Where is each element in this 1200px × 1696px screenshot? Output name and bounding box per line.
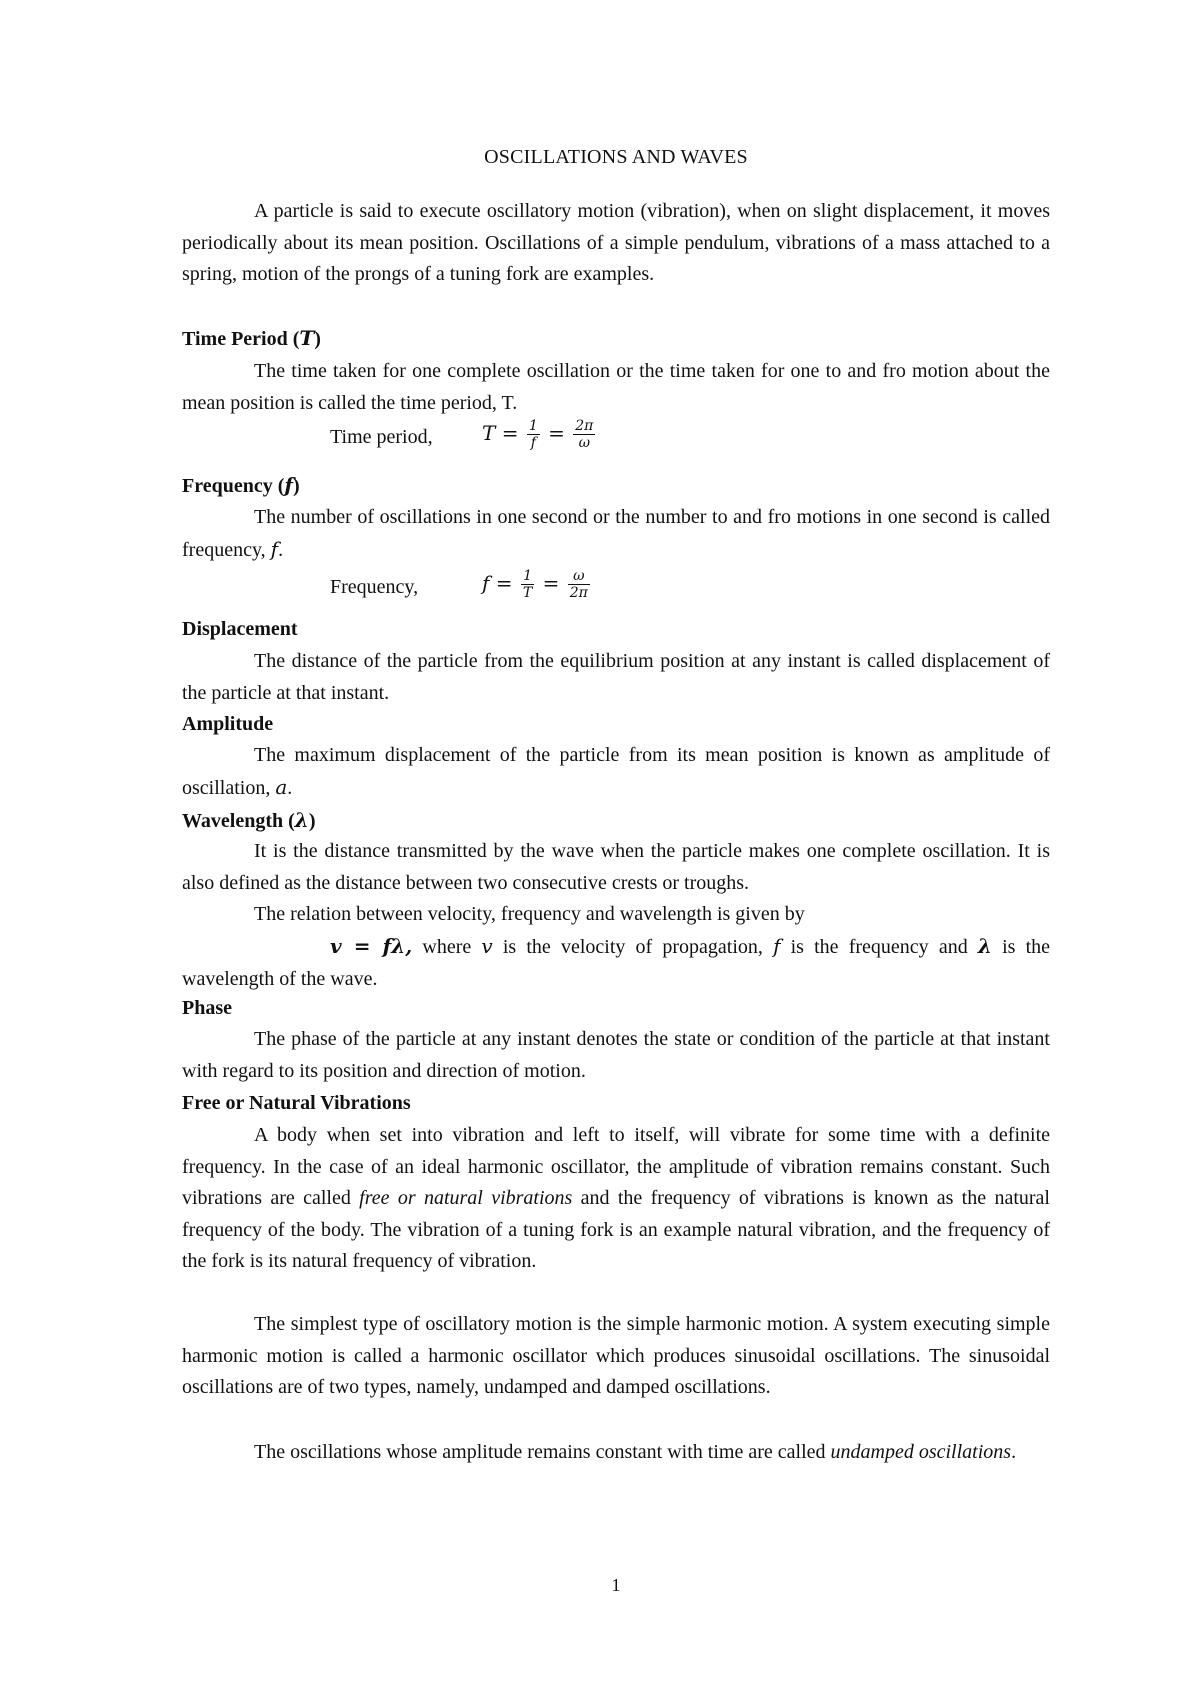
frequency-text: The number of oscillations in one second or the number to and fro motions in one second is called frequency, f. (182, 506, 1050, 561)
heading-time-period: Time Period (T) (182, 326, 321, 350)
frequency-equation: f = $\frac{1}{T}$ = $\frac{\omega}{2\pi}$ (482, 568, 588, 601)
phase-text: The phase of the particle at any instant denotes the state or condition of the particle at that instant with regard to its position and direction of motion. (182, 1028, 1050, 1082)
time-period-equation: T = $\frac{1}{f}$ = $\frac{2\pi}{\omega}$ (482, 418, 594, 451)
page-title: OSCILLATIONS AND WAVES (484, 146, 748, 168)
free-vibrations-paragraph-1: A body when set into vibration and left to itself, will vibrate for some time with a definite frequency. In the case of an ideal harmonic oscillator, the amplitude of vibration remains constant. Such vibrations are called free or natural vibrations and the frequency of vibrations is known as the natural frequency of the body. The vibration of a tuning fork is an example natural vibration, and the frequency of the fork is its natural frequency of vibration. (182, 1124, 1050, 1272)
time-period-text: The time taken for one complete oscillation or the time taken for one to and fro motion about the mean position is called the time period, T. (182, 360, 1050, 414)
heading-frequency: Frequency (f) (182, 473, 300, 497)
wavelength-relation: The relation between velocity, frequency and wavelength is given by (254, 903, 805, 925)
amplitude-text: The maximum displacement of the particle from its mean position is known as amplitude of oscillation, a. (182, 744, 1050, 799)
heading-phase: Phase (182, 997, 232, 1019)
heading-wavelength: Wavelength (λ) (182, 808, 316, 832)
page-number: 1 (611, 1575, 621, 1595)
time-period-eq-label: Time period, (330, 426, 433, 448)
displacement-text: The distance of the particle from the equilibrium position at any instant is called displacement of the particle at that instant. (182, 650, 1050, 704)
heading-displacement: Displacement (182, 618, 298, 640)
wavelength-equation-line: v = fλ, where v is the velocity of propagation, f is the frequency and λ is the wavelength of the wave. (182, 934, 1050, 990)
free-vibrations-paragraph-3: The oscillations whose amplitude remains constant with time are called undamped oscillations. (254, 1441, 1017, 1463)
heading-free-vibrations: Free or Natural Vibrations (182, 1092, 411, 1114)
intro-paragraph: A particle is said to execute oscillatory motion (vibration), when on slight displacement, it moves periodically about its mean position. Oscillations of a simple pendulum, vibrations of a mass attached to a spring, motion of the prongs of a tuning fork are examples. (182, 200, 1050, 285)
frequency-eq-label: Frequency, (330, 576, 419, 598)
heading-amplitude: Amplitude (182, 713, 274, 735)
wavelength-text: It is the distance transmitted by the wave when the particle makes one complete oscillation. It is also defined as the distance between two consecutive crests or troughs. (182, 840, 1050, 894)
free-vibrations-paragraph-2: The simplest type of oscillatory motion is the simple harmonic motion. A system executing simple harmonic motion is called a harmonic oscillator which produces sinusoidal oscillations. The sinusoidal oscillations are of two types, namely, undamped and damped oscillations. (182, 1313, 1050, 1398)
